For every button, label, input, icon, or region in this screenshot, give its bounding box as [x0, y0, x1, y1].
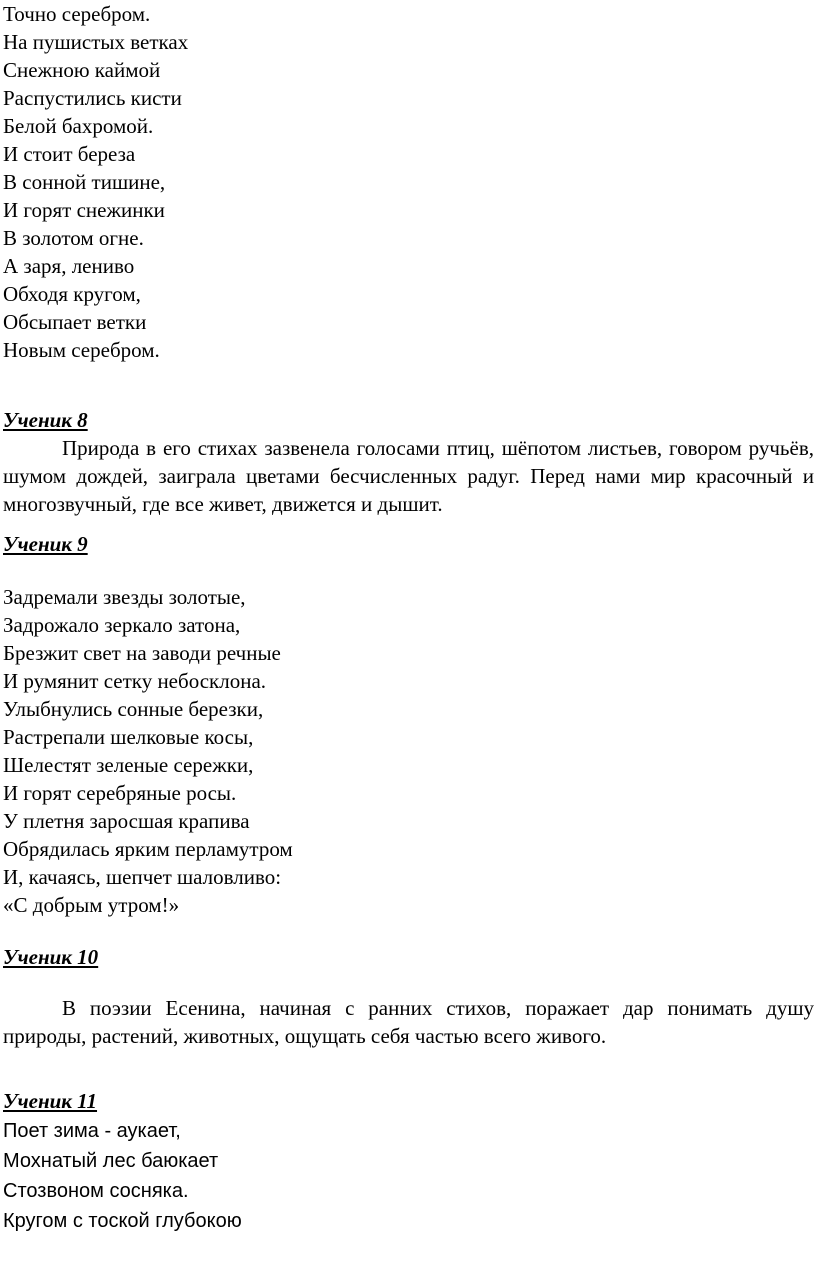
poem-line: Задремали звезды золотые,	[3, 585, 246, 609]
poem-line: В золотом огне.	[3, 226, 144, 250]
poem-line: Обсыпает ветки	[3, 310, 147, 334]
poem-line: Задрожало зеркало затона,	[3, 613, 241, 637]
poem-line: И горят серебряные росы.	[3, 781, 237, 805]
poem-line: Мохнатый лес баюкает	[3, 1150, 219, 1172]
poem-line: Распустились кисти	[3, 86, 182, 110]
poem-line: Брезжит свет на заводи речные	[3, 641, 281, 665]
student-11-heading: Ученик 11	[3, 1089, 98, 1113]
poem-line: Кругом с тоской глубокою	[3, 1210, 242, 1232]
poem-line: Растрепали шелковые косы,	[3, 725, 254, 749]
poem-line: Стозвоном сосняка.	[3, 1180, 189, 1202]
poem-line: «С добрым утром!»	[3, 893, 180, 917]
poem-line: У плетня заросшая крапива	[3, 809, 250, 833]
poem-line: На пушистых ветках	[3, 30, 189, 54]
poem-stanza-3	[3, 1116, 242, 1236]
poem-line: В сонной тишине,	[3, 170, 166, 194]
student-9-heading: Ученик 9	[3, 532, 88, 556]
poem-line: И стоит береза	[3, 142, 136, 166]
student-8-heading: Ученик 8	[3, 408, 88, 432]
poem-line: Белой бахромой.	[3, 114, 154, 138]
poem-stanza-1	[3, 0, 188, 364]
poem-line: И румянит сетку небосклона.	[3, 669, 267, 693]
student-8-paragraph: Природа в его стихах зазвенела голосами птиц, шёпотом листьев, говором ручьёв, шумом дождей, заиграла цветами бесчисленных радуг. Перед нами мир красочный и многозвучный, где все живет, движется и дышит.	[3, 436, 814, 516]
poem-line: А заря, лениво	[3, 254, 135, 278]
poem-line: Снежною каймой	[3, 58, 161, 82]
poem-line: Обрядилась ярким перламутром	[3, 837, 293, 861]
poem-line: Улыбнулись сонные березки,	[3, 697, 264, 721]
poem-line: Шелестят зеленые сережки,	[3, 753, 254, 777]
poem-line: Обходя кругом,	[3, 282, 141, 306]
poem-line: Поет зима - аукает,	[3, 1120, 181, 1142]
poem-line: Точно серебром.	[3, 2, 151, 26]
poem-stanza-2	[3, 583, 293, 919]
poem-line: И, качаясь, шепчет шаловливо:	[3, 865, 282, 889]
poem-line: И горят снежинки	[3, 198, 165, 222]
student-10-heading: Ученик 10	[3, 945, 99, 969]
poem-line: Новым серебром.	[3, 338, 160, 362]
student-10-paragraph: В поэзии Есенина, начиная с ранних стихов, поражает дар понимать душу природы, растений, животных, ощущать себя частью всего живого.	[3, 996, 814, 1048]
